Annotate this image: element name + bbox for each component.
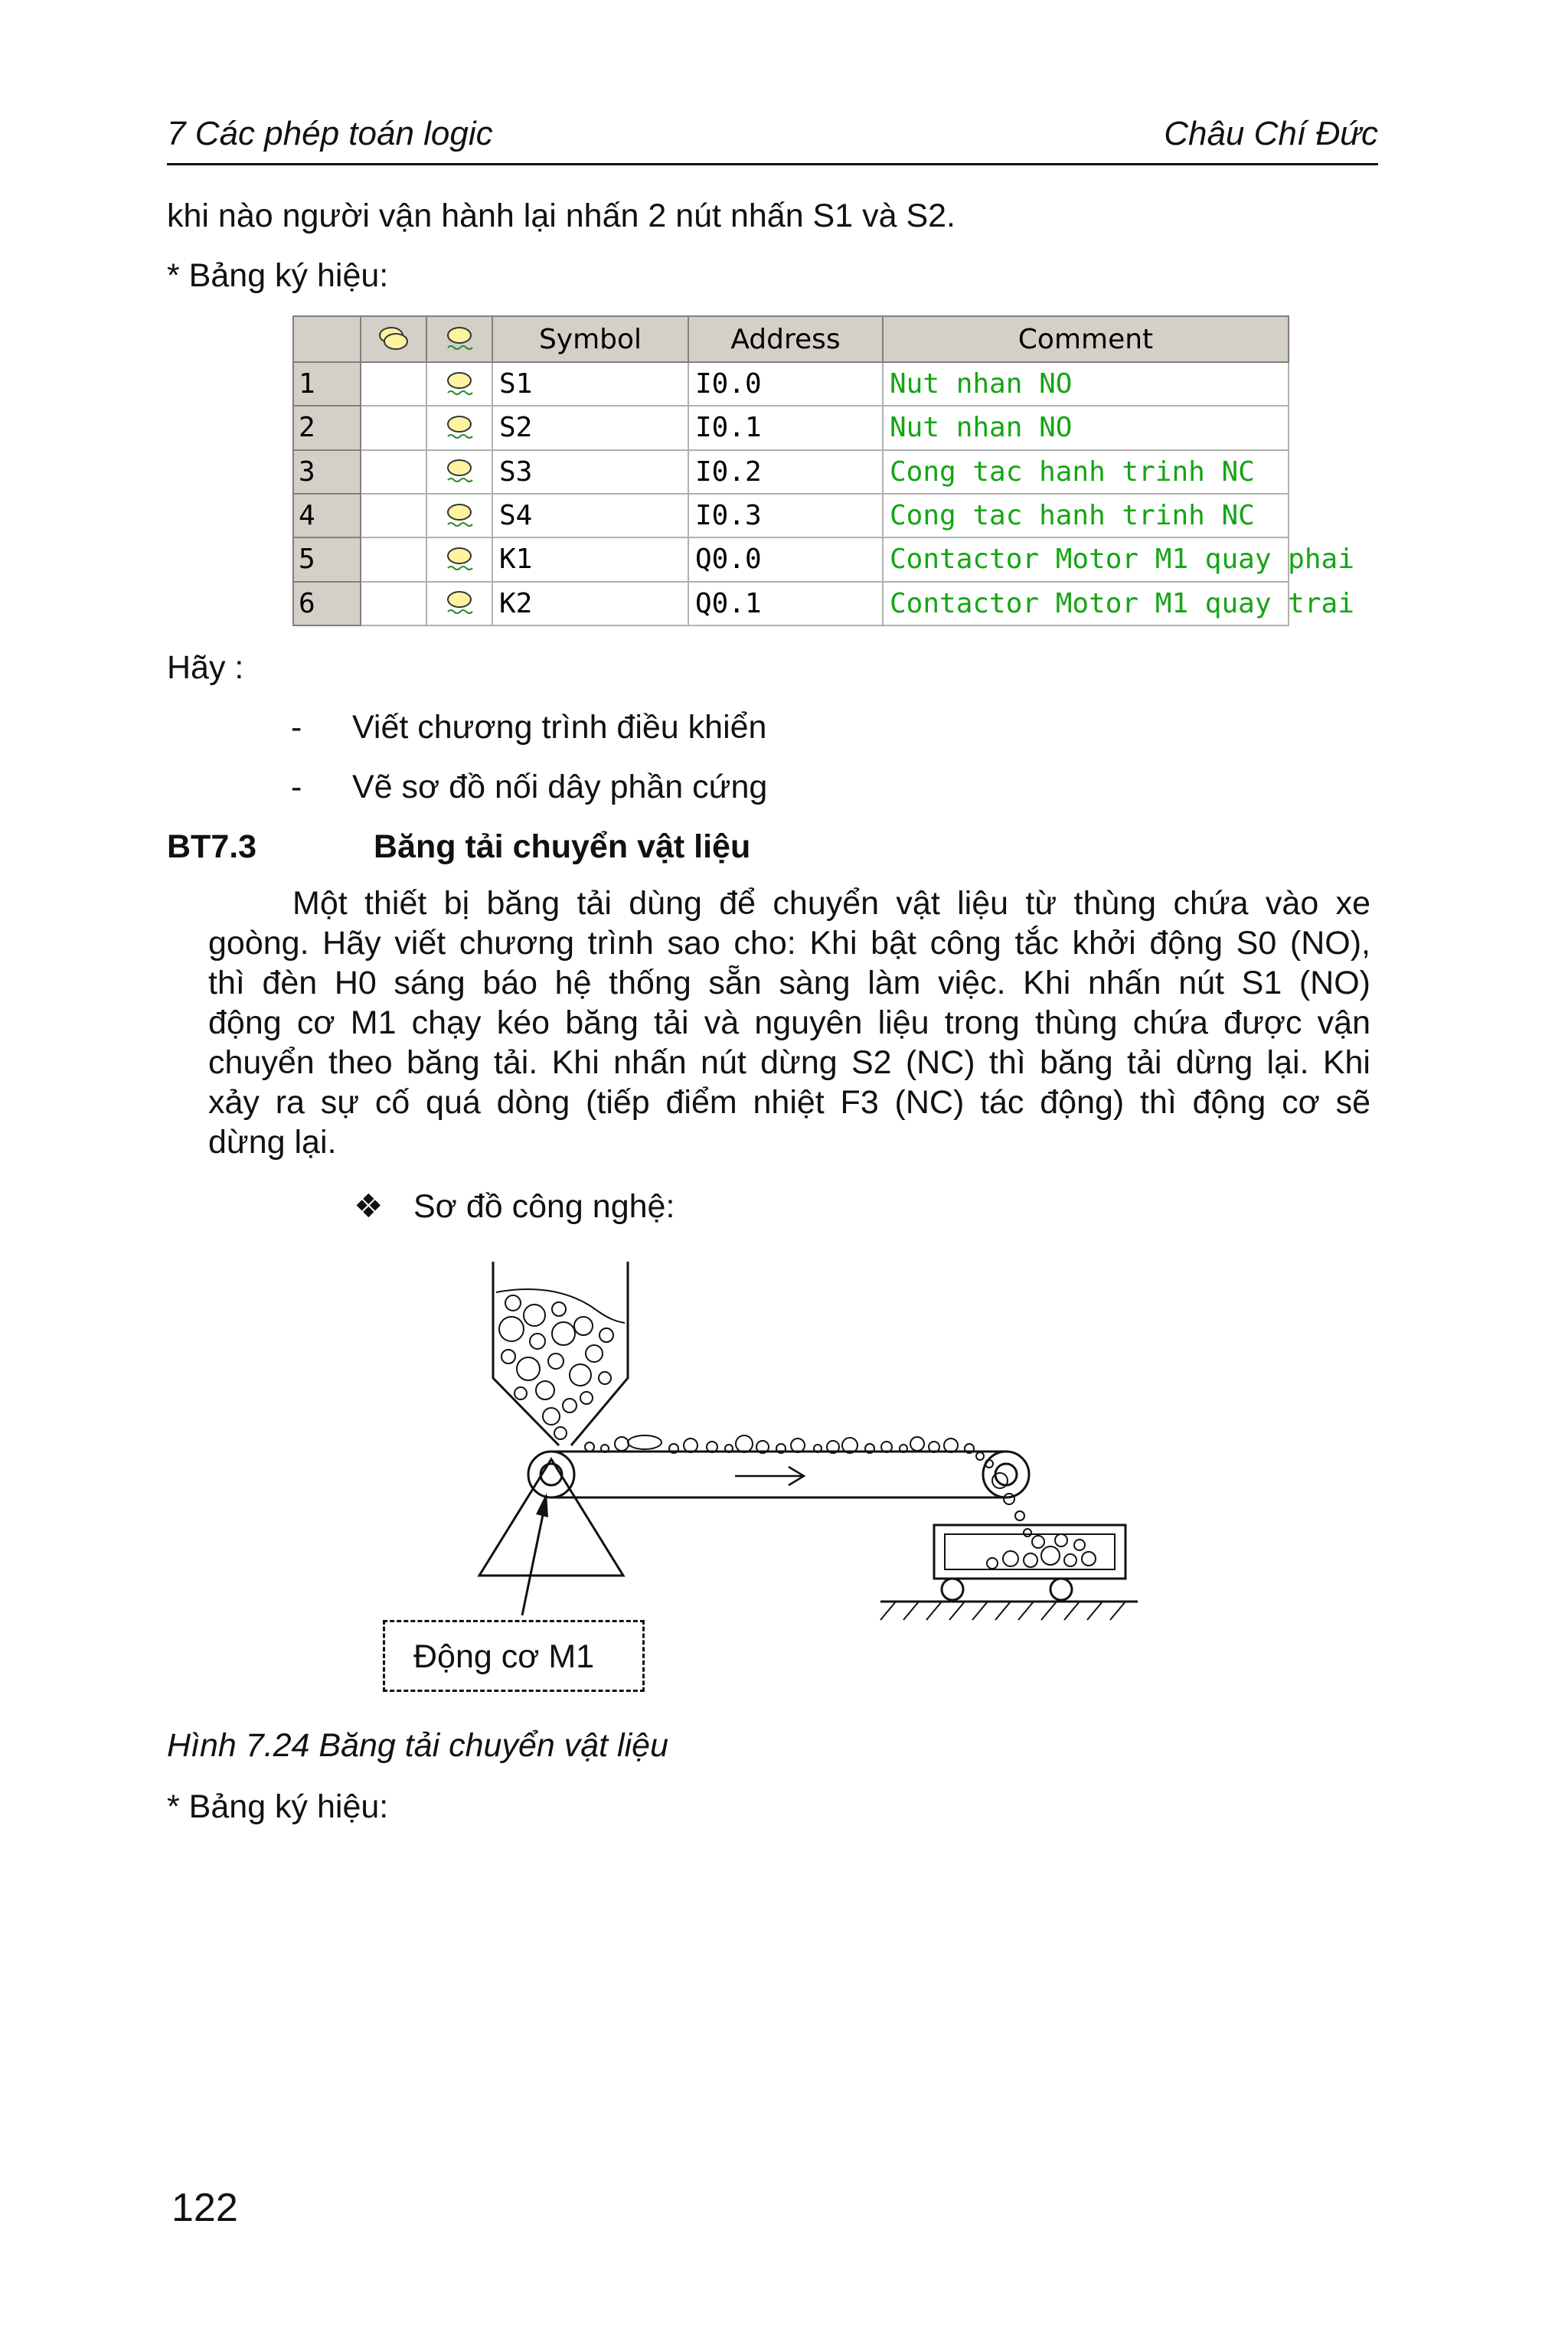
page-number: 122 xyxy=(172,2186,238,2230)
symbol-icon xyxy=(442,322,477,357)
paragraph-line: chuyển theo băng tải. Khi nhấn nút dừng S2 (NC) thì băng tải dừng lại. Khi xyxy=(208,1044,1370,1081)
paragraph-line: động cơ M1 chạy kéo băng tải và nguyên liệu trong thùng chứa được vận xyxy=(208,1004,1370,1041)
row-comment: Nut nhan NO xyxy=(883,362,1289,406)
row-icon-cell xyxy=(426,494,492,537)
row-address: Q0.0 xyxy=(688,537,883,581)
table-row xyxy=(293,406,1289,449)
symbol-table-icon xyxy=(376,322,411,357)
row-symbol: S4 xyxy=(492,494,688,537)
row-address: I0.0 xyxy=(688,362,883,406)
symbol-table-label-2: * Bảng ký hiệu: xyxy=(167,1788,389,1825)
symbol-table-header xyxy=(293,316,1289,362)
direction-arrow xyxy=(735,1467,804,1485)
diagram-heading: Sơ đồ công nghệ: xyxy=(413,1188,675,1225)
cart-material xyxy=(987,1534,1096,1569)
symbol-icon xyxy=(442,498,477,534)
row-comment: Cong tac hanh trinh NC xyxy=(883,450,1289,494)
row-icon-cell xyxy=(426,362,492,406)
task-dash: - xyxy=(291,709,302,746)
diagram-bullet-icon: ❖ xyxy=(354,1188,384,1225)
paragraph-line: xảy ra sự cố quá dòng (tiếp điểm nhiệt F3 (NC) tác động) thì động cơ sẽ xyxy=(208,1084,1370,1121)
row-blank-cell xyxy=(361,494,426,537)
motor-pointer-arrow xyxy=(522,1493,548,1615)
intro-line: khi nào người vận hành lại nhấn 2 nút nhấn S1 và S2. xyxy=(167,198,956,234)
exercise-title: Băng tải chuyển vật liệu xyxy=(374,828,751,865)
row-number: 5 xyxy=(293,537,361,581)
row-number: 1 xyxy=(293,362,361,406)
row-symbol: S3 xyxy=(492,450,688,494)
symbol-table-label: * Bảng ký hiệu: xyxy=(167,257,389,294)
header-symbol: Symbol xyxy=(492,316,688,362)
table-row xyxy=(293,537,1289,581)
task-dash: - xyxy=(291,769,302,805)
motor-label: Động cơ M1 xyxy=(413,1638,595,1675)
row-blank-cell xyxy=(361,450,426,494)
row-icon-cell xyxy=(426,582,492,625)
table-row xyxy=(293,450,1289,494)
symbol-icon xyxy=(442,586,477,621)
exercise-paragraph xyxy=(208,883,1370,1162)
task-label: Hãy : xyxy=(167,649,244,686)
row-comment: Contactor Motor M1 quay phai xyxy=(883,537,1289,581)
row-comment: Cong tac hanh trinh NC xyxy=(883,494,1289,537)
row-blank-cell xyxy=(361,406,426,449)
row-number: 2 xyxy=(293,406,361,449)
row-blank-cell xyxy=(361,582,426,625)
symbol-icon xyxy=(442,454,477,489)
conveyor-belt xyxy=(528,1452,1029,1497)
support-triangle xyxy=(479,1459,623,1576)
table-row xyxy=(293,362,1289,406)
header-rule xyxy=(167,163,1378,165)
row-icon-cell xyxy=(426,450,492,494)
header-author: Châu Chí Đức xyxy=(1164,115,1378,152)
figure-caption: Hình 7.24 Băng tải chuyển vật liệu xyxy=(167,1727,668,1764)
conveyor-diagram xyxy=(444,1256,1148,1623)
paragraph-line: Một thiết bị băng tải dùng để chuyển vật liệu từ thùng chứa vào xe xyxy=(292,885,1370,922)
row-number: 6 xyxy=(293,582,361,625)
hopper-material xyxy=(499,1295,613,1439)
row-symbol: K2 xyxy=(492,582,688,625)
ground-hatch xyxy=(880,1602,1138,1620)
paragraph-line: goòng. Hãy viết chương trình sao cho: Khi bật công tắc khởi động S0 (NO), xyxy=(208,925,1370,962)
belt-material xyxy=(585,1435,984,1460)
header-icon-cell xyxy=(361,316,426,362)
row-symbol: K1 xyxy=(492,537,688,581)
task-item: Vẽ sơ đồ nối dây phần cứng xyxy=(352,769,768,805)
row-symbol: S1 xyxy=(492,362,688,406)
row-blank-cell xyxy=(361,537,426,581)
row-comment: Nut nhan NO xyxy=(883,406,1289,449)
row-address: I0.3 xyxy=(688,494,883,537)
table-row xyxy=(293,494,1289,537)
header-icon-cell-2 xyxy=(426,316,492,362)
hopper-right-wall xyxy=(571,1262,628,1445)
row-icon-cell xyxy=(426,537,492,581)
header-chapter: 7 Các phép toán logic xyxy=(167,115,493,152)
symbol-icon xyxy=(442,410,477,446)
row-number: 4 xyxy=(293,494,361,537)
row-number: 3 xyxy=(293,450,361,494)
header-comment: Comment xyxy=(883,316,1289,362)
row-comment: Contactor Motor M1 quay trai xyxy=(883,582,1289,625)
task-item: Viết chương trình điều khiển xyxy=(352,709,767,746)
paragraph-line: dừng lại. xyxy=(208,1124,337,1161)
symbol-icon xyxy=(442,367,477,402)
row-address: Q0.1 xyxy=(688,582,883,625)
symbol-icon xyxy=(442,542,477,577)
row-symbol: S2 xyxy=(492,406,688,449)
row-blank-cell xyxy=(361,362,426,406)
table-row xyxy=(293,582,1289,625)
paragraph-line: thì đèn H0 sáng báo hệ thống sẵn sàng làm việc. Khi nhấn nút S1 (NO) xyxy=(208,965,1370,1001)
header-corner xyxy=(293,316,361,362)
row-icon-cell xyxy=(426,406,492,449)
exercise-id: BT7.3 xyxy=(167,828,257,865)
header-address: Address xyxy=(688,316,883,362)
row-address: I0.1 xyxy=(688,406,883,449)
row-address: I0.2 xyxy=(688,450,883,494)
symbol-table xyxy=(292,315,1354,626)
